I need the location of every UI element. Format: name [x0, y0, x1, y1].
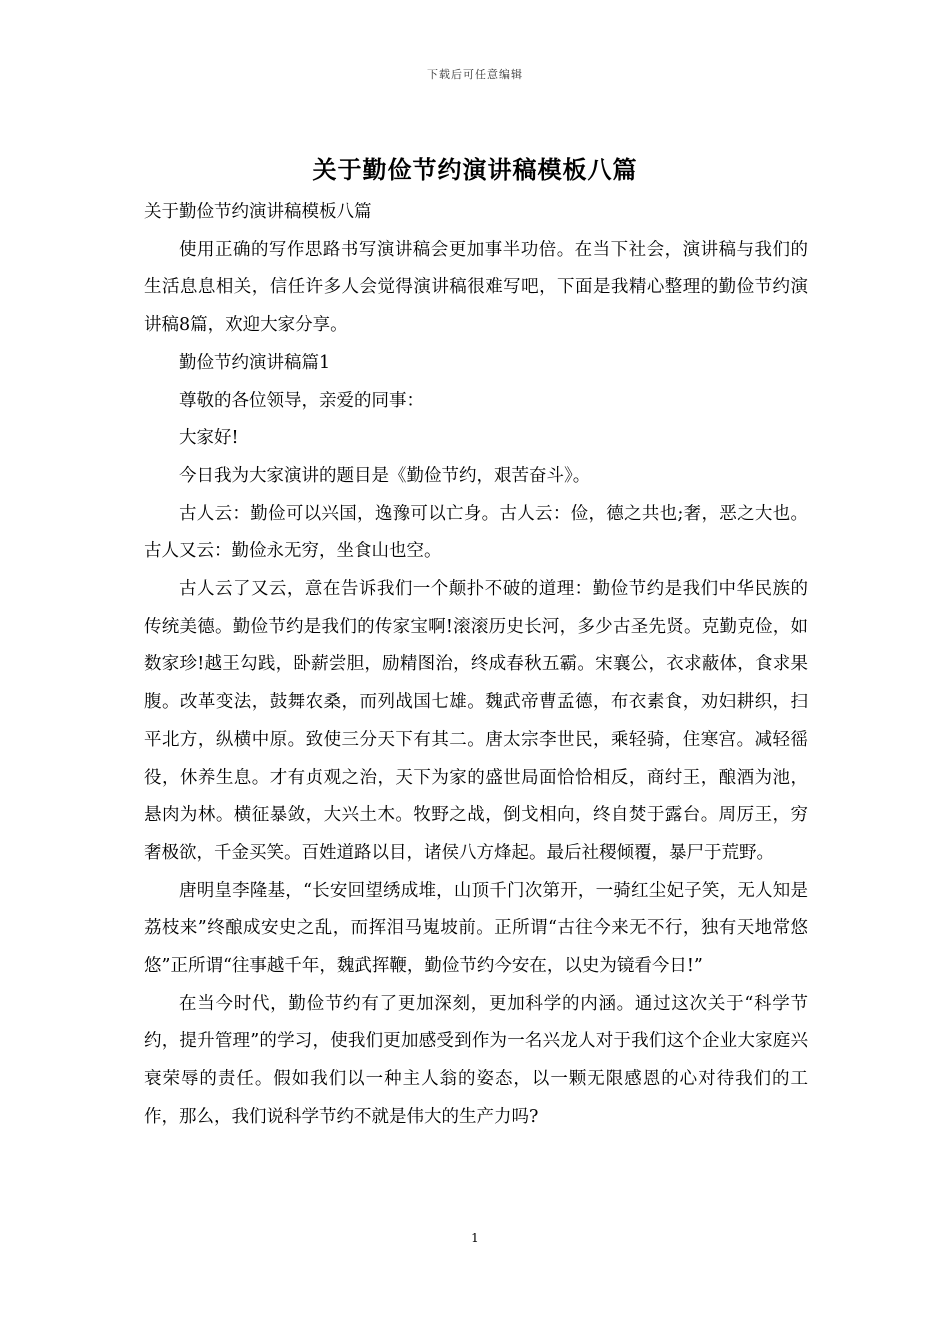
- body-paragraph: 古人云：勤俭可以兴国，逸豫可以亡身。古人云：俭，德之共也;奢，恶之大也。古人又云：勤俭永无穷，坐食山也空。: [144, 503, 808, 562]
- salutation-paragraph: 尊敬的各位领导，亲爱的同事：: [179, 390, 424, 411]
- section-heading: 勤俭节约演讲稿篇1: [179, 352, 331, 373]
- body-paragraph: 在当今时代，勤俭节约有了更加深刻，更加科学的内涵。通过这次关于“科学节约，提升管理”的学习，使我们更加感受到作为一名兴龙人对于我们这个企业大家庭兴衰荣辱的责任。假如我们以一种主人翁的姿态，以一颗无限感恩的心对待我们的工作，那么，我们说科学节约不就是伟大的生产力吗?: [144, 993, 808, 1127]
- subtitle-paragraph: 关于勤俭节约演讲稿模板八篇: [144, 202, 372, 222]
- page-number: 1: [471, 1231, 479, 1245]
- document-title: 关于勤俭节约演讲稿模板八篇: [312, 155, 638, 184]
- greeting-paragraph: 大家好!: [179, 428, 239, 449]
- header-note: 下载后可任意编辑: [427, 68, 523, 81]
- body-paragraph: 唐明皇李隆基，“长安回望绣成堆，山顶千门次第开，一骑红尘妃子笑，无人知是荔枝来”终酿成安史之乱，而挥泪马嵬坡前。正所谓“古往今来无不行，独有天地常悠悠”正所谓“往事越千年，魏武挥鞭，勤俭节约今安在，以史为镜看今日!”: [144, 880, 808, 977]
- body-paragraph: 古人云了又云，意在告诉我们一个颠扑不破的道理：勤俭节约是我们中华民族的传统美德。勤俭节约是我们的传家宝啊!滚滚历史长河，多少古圣先贤。克勤克俭，如数家珍!越王勾践，卧薪尝胆，励精图治，终成春秋五霸。宋襄公，衣求蔽体，食求果腹。改革变法，鼓舞农桑，而列战国七雄。魏武帝曹孟德，布衣素食，劝妇耕织，扫平北方，纵横中原。致使三分天下有其二。唐太宗李世民，乘轻骑，住寒宫。减轻徭役，休养生息。才有贞观之治，天下为家的盛世局面恰恰相反，商纣王，酿酒为池，悬肉为林。横征暴敛，大兴土木。牧野之战，倒戈相向，终自焚于露台。周厉王，穷奢极欲，千金买笑。百姓道路以目，诸侯八方烽起。最后社稷倾覆，暴尸于荒野。: [144, 579, 808, 863]
- intro-paragraph: 使用正确的写作思路书写演讲稿会更加事半功倍。在当下社会，演讲稿与我们的生活息息相关，信任许多人会觉得演讲稿很难写吧，下面是我精心整理的勤俭节约演讲稿8篇，欢迎大家分享。: [144, 239, 808, 336]
- topic-paragraph: 今日我为大家演讲的题目是《勤俭节约，艰苦奋斗》。: [179, 465, 591, 486]
- document-body: [144, 194, 808, 1137]
